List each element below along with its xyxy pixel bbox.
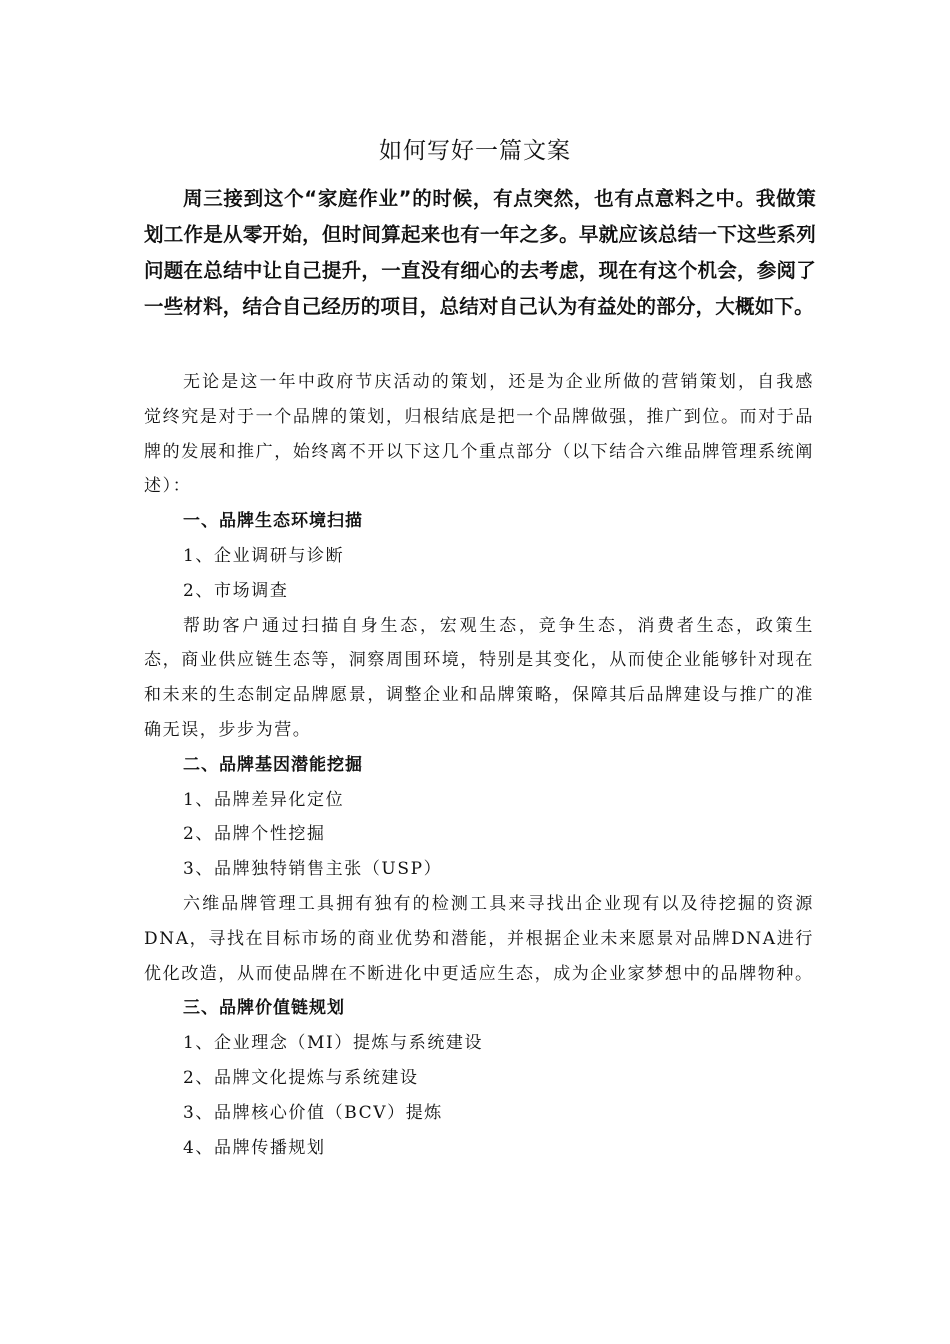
section-paragraph-1: 帮助客户通过扫描自身生态，宏观生态，竞争生态，消费者生态，政策生态，商业供应链生态等，洞察周围环境，特别是其变化，从而使企业能够针对现在和未来的生态制定品牌愿景，调整企业和品牌策略，保障其后品牌建设与推广的准确无误，步步为营。: [144, 615, 814, 740]
list-item: 2、市场调查: [183, 580, 289, 601]
list-item: 1、企业调研与诊断: [183, 545, 345, 566]
list-item: 3、品牌核心价值（BCV）提炼: [183, 1102, 443, 1123]
list-item: 1、品牌差异化定位: [183, 789, 345, 810]
document-body: [144, 365, 814, 1165]
document-title: 如何写好一篇文案: [379, 138, 571, 164]
lead-paragraph: 无论是这一年中政府节庆活动的策划，还是为企业所做的营销策划，自我感觉终究是对于一个品牌的策划，归根结底是把一个品牌做强，推广到位。而对于品牌的发展和推广，始终离不开以下这几个重点部分（以下结合六维品牌管理系统阐述）：: [144, 372, 814, 497]
list-item: 1、企业理念（MI）提炼与系统建设: [183, 1033, 484, 1054]
section-heading-2: 二、品牌基因潜能挖掘: [183, 754, 363, 775]
section-paragraph-2: 六维品牌管理工具拥有独有的检测工具来寻找出企业现有以及待挖掘的资源DNA，寻找在目标市场的商业优势和潜能，并根据企业未来愿景对品牌DNA进行优化改造，从而使品牌在不断进化中更适应生态，成为企业家梦想中的品牌物种。: [144, 893, 814, 984]
list-item: 3、品牌独特销售主张（USP）: [183, 859, 443, 880]
section-heading-3: 三、品牌价值链规划: [183, 998, 345, 1019]
section-heading-1: 一、品牌生态环境扫描: [183, 511, 363, 532]
list-item: 4、品牌传播规划: [183, 1137, 326, 1158]
list-item: 2、品牌文化提炼与系统建设: [183, 1067, 419, 1088]
list-item: 2、品牌个性挖掘: [183, 824, 326, 845]
intro-paragraph: 周三接到这个“家庭作业”的时候，有点突然，也有点意料之中。我做策划工作是从零开始，但时间算起来也有一年之多。早就应该总结一下这些系列问题在总结中让自己提升，一直没有细心的去考虑，现在有这个机会，参阅了一些材料，结合自己经历的项目，总结对自己认为有益处的部分，大概如下。: [144, 187, 816, 318]
